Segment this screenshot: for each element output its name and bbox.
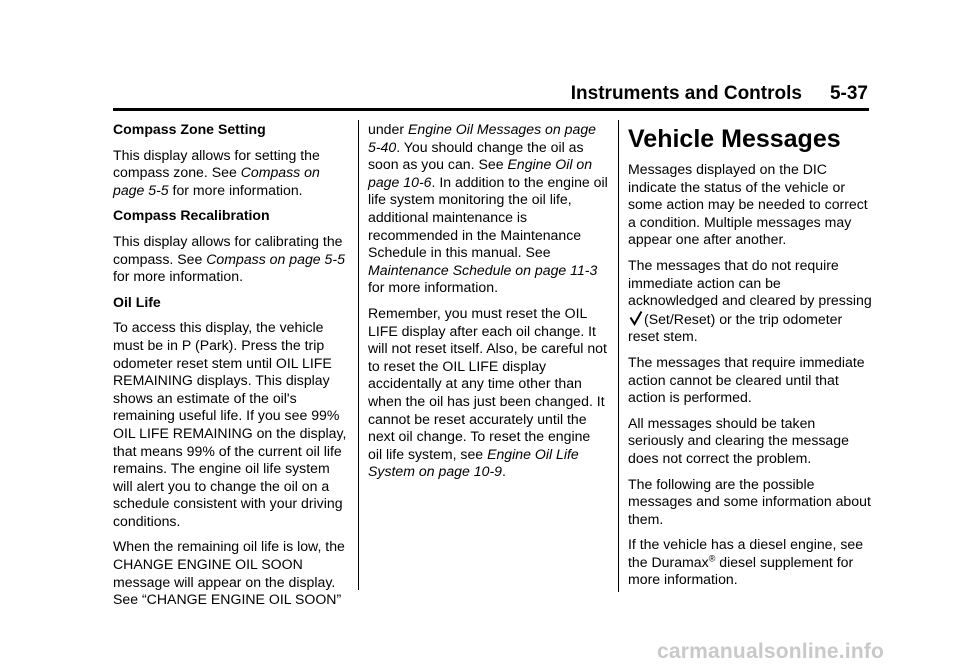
header-rule xyxy=(113,108,869,111)
running-header xyxy=(571,83,868,105)
paragraph-compass-zone xyxy=(113,147,353,200)
column-3 xyxy=(628,121,873,597)
watermark: carmanualsonline.info xyxy=(657,640,885,663)
text: . You should change the oil as soon as you can. See xyxy=(368,138,584,173)
link-compass[interactable]: Compass on page 5-5 xyxy=(206,250,345,267)
heading-compass-zone: Compass Zone Setting xyxy=(113,121,266,137)
paragraph-oil-life: To access this display, the vehicle must be in P (Park). Press the trip odometer reset stem until OIL LIFE REMAINING displays. This display shows an estimate of the oil's remaining useful life. If you see 99% OIL LIFE REMAINING on the display, that means 99% of the current oil life remains. The engine oil life system will alert you to change the oil on a schedule consistent with your driving conditions. xyxy=(113,319,347,529)
text: . xyxy=(501,463,506,480)
text: for more information. xyxy=(168,181,303,198)
link-maintenance-schedule[interactable]: Maintenance Schedule on page 11-3 xyxy=(368,261,598,278)
paragraph-immediate-action: The messages that require immediate action cannot be cleared until that action is performed. xyxy=(628,353,865,406)
registered-mark: ® xyxy=(708,553,716,564)
link-engine-oil[interactable]: Engine Oil on page 10-6 xyxy=(368,156,593,190)
heading-compass-recalibration: Compass Recalibration xyxy=(113,207,270,224)
text: (Set/Reset) or the trip odometer reset stem. xyxy=(628,310,843,345)
column-divider xyxy=(358,120,359,590)
paragraph-diesel xyxy=(628,536,873,589)
paragraph-compass-recalibration xyxy=(113,233,353,286)
paragraph-messages-intro: Messages displayed on the DIC indicate the status of the vehicle or some action may be needed to correct a condition. Multiple messages may appear one after another. xyxy=(628,161,868,248)
text: If the vehicle has a diesel engine, see the Duramax xyxy=(628,536,864,570)
paragraph-oil-messages xyxy=(368,121,608,297)
heading-oil-life: Oil Life xyxy=(113,293,161,310)
column-1 xyxy=(113,121,353,617)
text: . In addition to the engine oil life system monitoring the oil life, additional maintenance is recommended in the Maintenance Schedule in this manual. See xyxy=(368,173,608,261)
column-2 xyxy=(368,121,608,489)
link-engine-oil-messages[interactable]: Engine Oil Messages on page 5-40 xyxy=(368,121,597,155)
paragraph-acknowledge xyxy=(628,257,873,346)
text: This display allows for calibrating the compass. See xyxy=(113,232,343,267)
text: The messages that do not require immediate action can be acknowledged and cleared by pressing xyxy=(628,256,872,309)
section-title-header: Instruments and Controls xyxy=(570,83,802,104)
text: for more information. xyxy=(368,279,499,296)
section-heading-vehicle-messages: Vehicle Messages xyxy=(628,125,841,153)
paragraph-reset-oil-life xyxy=(368,305,608,481)
paragraph-serious: All messages should be taken seriously and clearing the message does not correct the problem. xyxy=(628,414,849,466)
column-divider xyxy=(618,120,619,592)
text: This display allows for setting the compass zone. See xyxy=(113,146,320,181)
text: under xyxy=(368,121,408,137)
text: for more information. xyxy=(113,268,244,285)
text: Remember, you must reset the OIL LIFE display after each oil change. It will not reset itself. Also, be careful not to reset the OIL LIFE display accidentally at any time other than when the oil has just been changed. It cannot be reset accurately until the next oil change. To reset the engine oil life system, see xyxy=(368,304,607,462)
paragraph-possible-messages: The following are the possible messages and some information about them. xyxy=(628,475,871,527)
page-number: 5-37 xyxy=(829,83,868,104)
paragraph-oil-low: When the remaining oil life is low, the CHANGE ENGINE OIL SOON message will appear on the display. See “CHANGE ENGINE OIL SOON” xyxy=(113,538,345,608)
link-compass[interactable]: Compass on page 5-5 xyxy=(113,164,320,198)
link-engine-oil-life-system[interactable]: Engine Oil Life System on page 10-9 xyxy=(368,445,579,480)
text: diesel supplement for more information. xyxy=(628,553,854,588)
checkmark-icon xyxy=(629,310,643,326)
